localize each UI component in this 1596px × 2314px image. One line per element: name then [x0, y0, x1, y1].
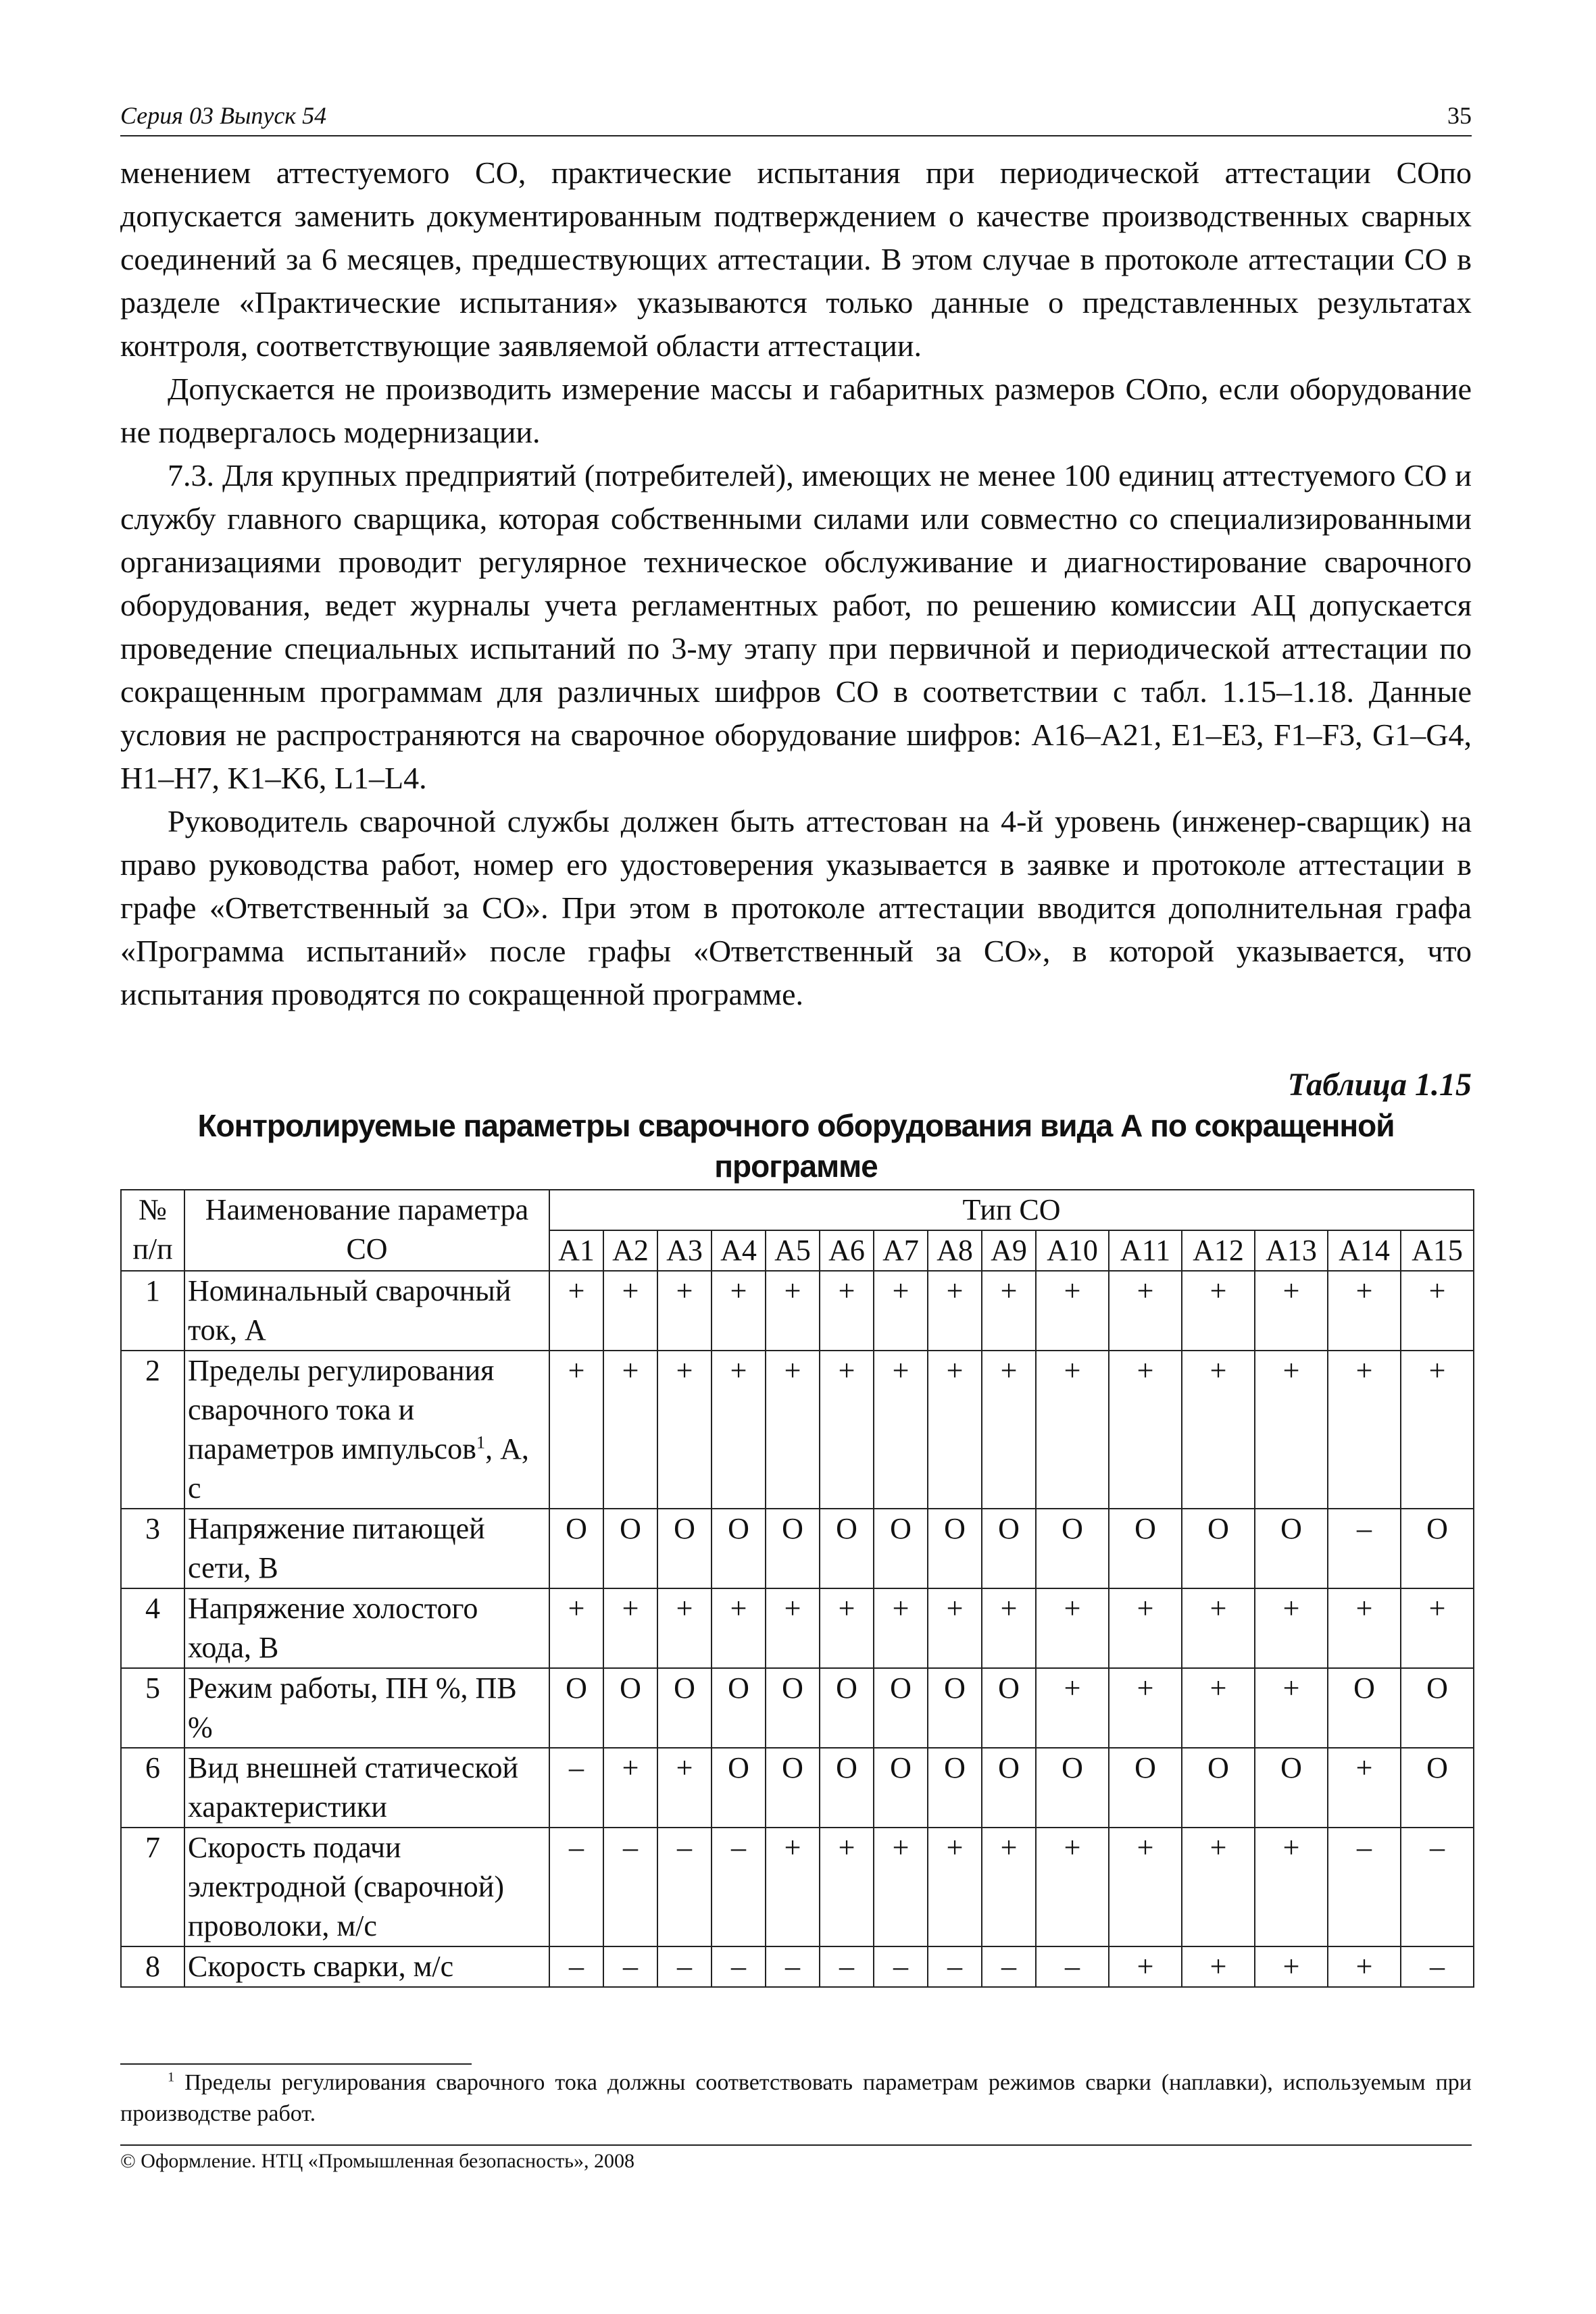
value-cell: О	[766, 1748, 820, 1828]
value-cell: +	[874, 1271, 928, 1351]
value-cell: +	[603, 1351, 657, 1509]
value-cell: О	[1401, 1748, 1474, 1828]
value-cell: О	[874, 1509, 928, 1588]
value-cell: –	[712, 1828, 766, 1946]
value-cell: +	[766, 1588, 820, 1668]
footnote-reference: 1	[476, 1432, 486, 1453]
value-cell: +	[1328, 1351, 1401, 1509]
value-cell: +	[1328, 1588, 1401, 1668]
type-header-a3: A3	[657, 1230, 712, 1271]
row-number: 1	[121, 1271, 184, 1351]
footnote	[120, 2067, 1472, 2130]
value-cell: –	[820, 1946, 874, 1987]
parameter-name-cell	[184, 1668, 549, 1748]
col-num-header: № п/п	[121, 1190, 184, 1271]
footer-rule	[120, 2144, 1472, 2146]
type-header-a6: A6	[820, 1230, 874, 1271]
value-cell: О	[1036, 1748, 1109, 1828]
parameter-name-cell	[184, 1271, 549, 1351]
document-page	[120, 101, 1472, 2173]
table-row	[121, 1828, 1474, 1946]
row-number: 6	[121, 1748, 184, 1828]
value-cell: О	[712, 1748, 766, 1828]
value-cell: +	[1182, 1588, 1255, 1668]
value-cell: +	[1328, 1748, 1401, 1828]
row-number: 4	[121, 1588, 184, 1668]
value-cell: +	[1328, 1946, 1401, 1987]
value-cell: О	[874, 1668, 928, 1748]
page-number: 35	[1447, 102, 1472, 129]
footnote-rule	[120, 2063, 472, 2065]
value-cell: +	[1109, 1946, 1182, 1987]
value-cell: +	[820, 1588, 874, 1668]
type-header-a9: A9	[982, 1230, 1036, 1271]
value-cell: О	[657, 1668, 712, 1748]
value-cell: +	[1182, 1668, 1255, 1748]
type-header-a14: A14	[1328, 1230, 1401, 1271]
value-cell: –	[1401, 1828, 1474, 1946]
value-cell: +	[549, 1588, 603, 1668]
value-cell: +	[928, 1351, 982, 1509]
value-cell: +	[1036, 1351, 1109, 1509]
value-cell: +	[712, 1271, 766, 1351]
value-cell: О	[603, 1668, 657, 1748]
value-cell: О	[1182, 1509, 1255, 1588]
parameter-name-cell	[184, 1748, 549, 1828]
value-cell: О	[982, 1509, 1036, 1588]
value-cell: О	[1401, 1509, 1474, 1588]
table-row	[121, 1946, 1474, 1987]
type-header-a12: A12	[1182, 1230, 1255, 1271]
value-cell: –	[982, 1946, 1036, 1987]
value-cell: +	[712, 1351, 766, 1509]
type-header-a15: A15	[1401, 1230, 1474, 1271]
value-cell: О	[820, 1509, 874, 1588]
table-title: Контролируемые параметры сварочного оборудования вида А по сокращенной программе	[197, 1108, 1395, 1184]
table-row	[121, 1509, 1474, 1588]
table-row	[121, 1668, 1474, 1748]
row-number: 5	[121, 1668, 184, 1748]
value-cell: О	[1401, 1668, 1474, 1748]
value-cell: –	[549, 1828, 603, 1946]
paragraph-1: менением аттестуемого СО, практические испытания при периодической аттестации СОпо допускается заменить документированным подтверждением о качестве производственных сварных соединений за 6 месяцев, предшествующих аттестации. В этом случае в протоколе аттестации СО в разделе «Практические испытания» указываются только данные о представленных результатах контроля, соответствующие заявляемой области аттестации.	[120, 155, 1472, 363]
series-title: Серия 03 Выпуск 54	[120, 102, 327, 129]
value-cell: +	[657, 1588, 712, 1668]
value-cell: О	[1036, 1509, 1109, 1588]
type-header-a8: A8	[928, 1230, 982, 1271]
value-cell: +	[1109, 1271, 1182, 1351]
parameter-name: Режим работы, ПН %, ПВ %	[188, 1671, 517, 1744]
value-cell: О	[712, 1509, 766, 1588]
value-cell: +	[1036, 1588, 1109, 1668]
col-type-header: Тип СО	[549, 1190, 1474, 1230]
value-cell: –	[549, 1946, 603, 1987]
value-cell: +	[1255, 1946, 1328, 1987]
parameter-name: Вид внешней статической характеристики	[188, 1751, 519, 1823]
value-cell: О	[1255, 1748, 1328, 1828]
value-cell: +	[1036, 1828, 1109, 1946]
value-cell: +	[1182, 1946, 1255, 1987]
value-cell: +	[1255, 1668, 1328, 1748]
value-cell: О	[766, 1509, 820, 1588]
row-number: 2	[121, 1351, 184, 1509]
value-cell: +	[766, 1828, 820, 1946]
value-cell: О	[712, 1668, 766, 1748]
type-header-a10: A10	[1036, 1230, 1109, 1271]
value-cell: +	[1255, 1828, 1328, 1946]
value-cell: –	[1401, 1946, 1474, 1987]
footer-copyright: © Оформление. НТЦ «Промышленная безопасность», 2008	[120, 2150, 634, 2172]
type-header-a1: A1	[549, 1230, 603, 1271]
value-cell: –	[1328, 1509, 1401, 1588]
value-cell: +	[1401, 1588, 1474, 1668]
value-cell: О	[982, 1748, 1036, 1828]
value-cell: +	[820, 1271, 874, 1351]
value-cell: О	[982, 1668, 1036, 1748]
parameter-name: Напряжение холостого хода, В	[188, 1592, 478, 1664]
value-cell: –	[712, 1946, 766, 1987]
parameter-name: Номинальный сварочный ток, А	[188, 1274, 512, 1347]
value-cell: О	[657, 1509, 712, 1588]
value-cell: О	[1182, 1748, 1255, 1828]
value-cell: +	[820, 1351, 874, 1509]
table-row	[121, 1351, 1474, 1509]
value-cell: +	[928, 1588, 982, 1668]
value-cell: О	[1109, 1509, 1182, 1588]
value-cell: +	[1109, 1588, 1182, 1668]
value-cell: +	[1182, 1351, 1255, 1509]
value-cell: –	[766, 1946, 820, 1987]
parameter-name-cell	[184, 1946, 549, 1987]
type-header-a7: A7	[874, 1230, 928, 1271]
row-number: 7	[121, 1828, 184, 1946]
value-cell: О	[928, 1509, 982, 1588]
value-cell: +	[1255, 1588, 1328, 1668]
value-cell: +	[766, 1351, 820, 1509]
value-cell: +	[766, 1271, 820, 1351]
value-cell: +	[1328, 1271, 1401, 1351]
parameter-name: Скорость подачи электродной (сварочной) проволоки, м/с	[188, 1831, 504, 1942]
value-cell: +	[657, 1351, 712, 1509]
value-cell: +	[1255, 1271, 1328, 1351]
value-cell: +	[982, 1351, 1036, 1509]
type-header-a5: A5	[766, 1230, 820, 1271]
col-name-header: Наименование параметра СО	[184, 1190, 549, 1271]
value-cell: –	[874, 1946, 928, 1987]
parameter-unit: , А, с	[188, 1432, 529, 1505]
parameter-name: Скорость сварки, м/с	[188, 1950, 454, 1983]
parameter-name-cell	[184, 1828, 549, 1946]
value-cell: –	[1328, 1828, 1401, 1946]
value-cell: +	[1109, 1828, 1182, 1946]
value-cell: +	[1036, 1668, 1109, 1748]
type-header-a11: A11	[1109, 1230, 1182, 1271]
type-header-a2: A2	[603, 1230, 657, 1271]
value-cell: –	[657, 1828, 712, 1946]
value-cell: О	[603, 1509, 657, 1588]
footnote-text: Пределы регулирования сварочного тока должны соответствовать параметрам режимов сварки (наплавки), используемым при производстве работ.	[120, 2070, 1472, 2126]
value-cell: О	[928, 1748, 982, 1828]
value-cell: +	[1036, 1271, 1109, 1351]
value-cell: +	[1109, 1668, 1182, 1748]
value-cell: +	[820, 1828, 874, 1946]
body-text	[120, 151, 1472, 1016]
value-cell: +	[1255, 1351, 1328, 1509]
parameter-name-cell	[184, 1509, 549, 1588]
value-cell: +	[982, 1828, 1036, 1946]
value-cell: О	[1255, 1509, 1328, 1588]
value-cell: –	[603, 1946, 657, 1987]
value-cell: +	[874, 1588, 928, 1668]
value-cell: +	[549, 1271, 603, 1351]
type-header-a13: A13	[1255, 1230, 1328, 1271]
value-cell: +	[603, 1748, 657, 1828]
value-cell: +	[657, 1748, 712, 1828]
table-row	[121, 1271, 1474, 1351]
value-cell: +	[982, 1271, 1036, 1351]
paragraph-3: 7.3. Для крупных предприятий (потребителей), имеющих не менее 100 единиц аттестуемого СО и службу главного сварщика, которая собственными силами или совместно со специализированными организациями проводит регулярное техническое обслуживание и диагностирование сварочного оборудования, ведет журналы учета регламентных работ, по решению комиссии АЦ допускается проведение специальных испытаний по 3-му этапу при первичной и периодической аттестации по сокращенным программам для различных шифров СО в соответствии с табл. 1.15–1.18. Данные условия не распространяются на сварочное оборудование шифров: A16–A21, E1–E3, F1–F3, G1–G4, H1–H7, K1–K6, L1–L4.	[120, 458, 1472, 795]
value-cell: +	[603, 1271, 657, 1351]
parameter-name: Напряжение питающей сети, В	[188, 1512, 485, 1584]
table-number: Таблица 1.15	[1287, 1067, 1472, 1103]
value-cell: О	[820, 1668, 874, 1748]
paragraph-4: Руководитель сварочной службы должен быть аттестован на 4-й уровень (инженер-сварщик) на право руководства работ, номер его удостоверения указывается в заявке и протоколе аттестации в графе «Ответственный за СО». При этом в протоколе аттестации вводится дополнительная графа «Программа испытаний» после графы «Ответственный за СО», в которой указывается, что испытания проводятся по сокращенной программе.	[120, 804, 1472, 1011]
value-cell: +	[982, 1588, 1036, 1668]
row-number: 3	[121, 1509, 184, 1588]
value-cell: +	[1401, 1271, 1474, 1351]
parameter-name: Пределы регулирования сварочного тока и параметров импульсов	[188, 1354, 495, 1465]
value-cell: О	[1328, 1668, 1401, 1748]
value-cell: +	[603, 1588, 657, 1668]
table-body	[121, 1271, 1474, 1987]
value-cell: +	[1182, 1271, 1255, 1351]
value-cell: О	[874, 1748, 928, 1828]
value-cell: –	[603, 1828, 657, 1946]
value-cell: +	[1182, 1828, 1255, 1946]
value-cell: О	[928, 1668, 982, 1748]
footnote-mark: 1	[168, 2069, 175, 2085]
value-cell: О	[766, 1668, 820, 1748]
row-number: 8	[121, 1946, 184, 1987]
value-cell: –	[928, 1946, 982, 1987]
value-cell: О	[549, 1509, 603, 1588]
parameters-table	[120, 1189, 1474, 1988]
parameter-name-cell	[184, 1351, 549, 1509]
running-header	[120, 101, 1472, 136]
value-cell: О	[1109, 1748, 1182, 1828]
paragraph-2: Допускается не производить измерение массы и габаритных размеров СОпо, если оборудование не подвергалось модернизации.	[120, 372, 1472, 449]
value-cell: +	[874, 1351, 928, 1509]
table-row	[121, 1748, 1474, 1828]
value-cell: +	[928, 1271, 982, 1351]
value-cell: +	[549, 1351, 603, 1509]
value-cell: –	[549, 1748, 603, 1828]
value-cell: +	[657, 1271, 712, 1351]
value-cell: О	[549, 1668, 603, 1748]
table-row	[121, 1588, 1474, 1668]
type-header-a4: A4	[712, 1230, 766, 1271]
value-cell: +	[1109, 1351, 1182, 1509]
value-cell: –	[657, 1946, 712, 1987]
value-cell: –	[1036, 1946, 1109, 1987]
value-cell: +	[928, 1828, 982, 1946]
parameter-name-cell	[184, 1588, 549, 1668]
value-cell: +	[1401, 1351, 1474, 1509]
value-cell: О	[820, 1748, 874, 1828]
value-cell: +	[712, 1588, 766, 1668]
value-cell: +	[874, 1828, 928, 1946]
